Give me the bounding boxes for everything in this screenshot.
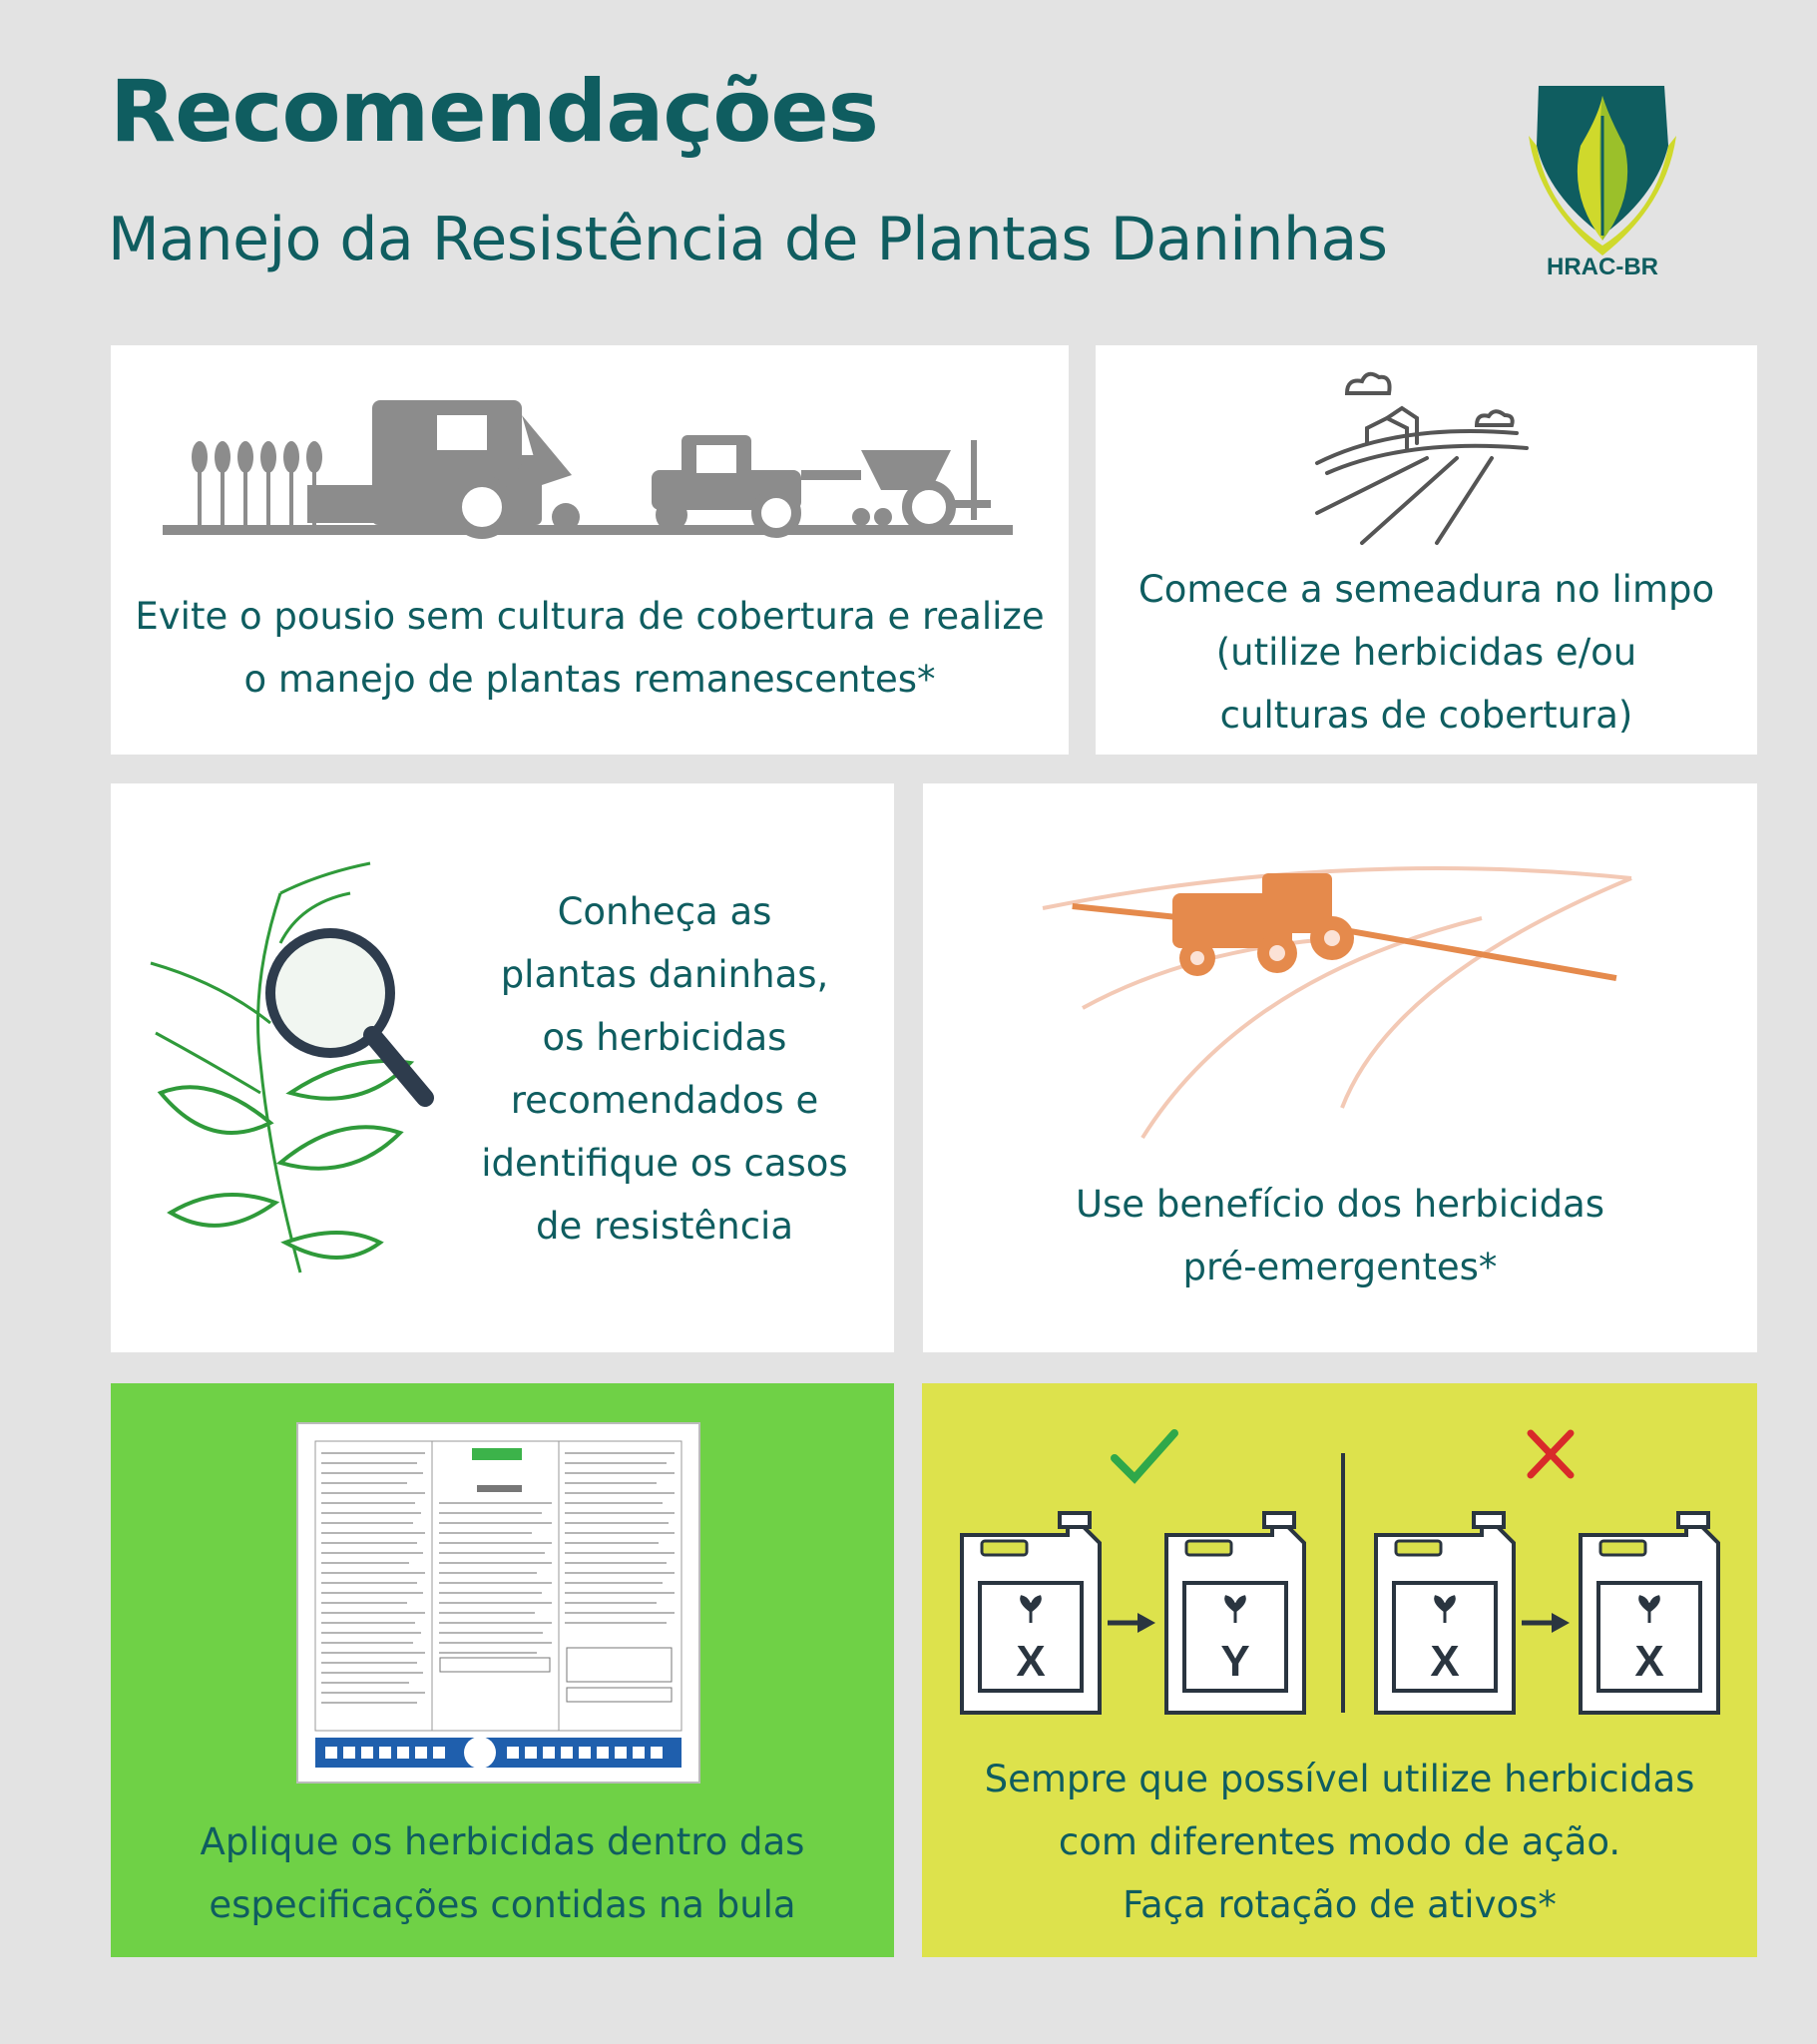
card-fallow [111,345,1069,755]
card-label-text: Aplique os herbicidas dentro das especificações contidas na bula [200,1820,805,1926]
card-know-weeds-text: Conheça as plantas daninhas, os herbicidas recomendados e identifique os casos de resistência [481,890,848,1248]
card-label [111,1383,894,1957]
weed-magnifier-icon [151,863,450,1282]
card-know-weeds [111,783,894,1352]
field-landscape-icon [1317,363,1537,543]
svg-text:X: X [1634,1637,1664,1686]
page-subtitle: Manejo da Resistência de Plantas Daninhas [108,205,1388,274]
check-icon [1115,1433,1174,1478]
jug-3 [1376,1513,1514,1713]
logo-text: HRAC-BR [1547,254,1658,280]
card-fallow-text: Evite o pousio sem cultura de cobertura e realize o manejo de plantas remanescentes* [135,595,1045,701]
sprayer-tractor-icon [1043,858,1641,1138]
jug-2 [1166,1513,1304,1713]
card-clean-sowing [1096,345,1757,755]
page-title: Recomendações [110,62,878,162]
jug-4 [1581,1513,1718,1713]
herbicide-jugs-icon [960,1413,1728,1733]
harvester-tractor-icon [163,395,1021,555]
svg-text:Y: Y [1220,1637,1250,1686]
svg-text:X: X [1016,1637,1046,1686]
herbicide-label-icon [297,1423,699,1783]
card-rotation [922,1383,1757,1957]
card-pre-emergent [923,783,1757,1352]
cross-icon [1531,1433,1571,1475]
card-clean-sowing-text: Comece a semeadura no limpo (utilize herbicidas e/ou culturas de cobertura) [1137,568,1715,737]
jug-1 [962,1513,1100,1713]
card-pre-emergent-text: Use benefício dos herbicidas pré-emergentes* [1075,1183,1605,1288]
svg-text:X: X [1430,1637,1460,1686]
card-rotation-text: Sempre que possível utilize herbicidas com diferentes modo de ação. Faça rotação de ativos* [984,1758,1695,1926]
